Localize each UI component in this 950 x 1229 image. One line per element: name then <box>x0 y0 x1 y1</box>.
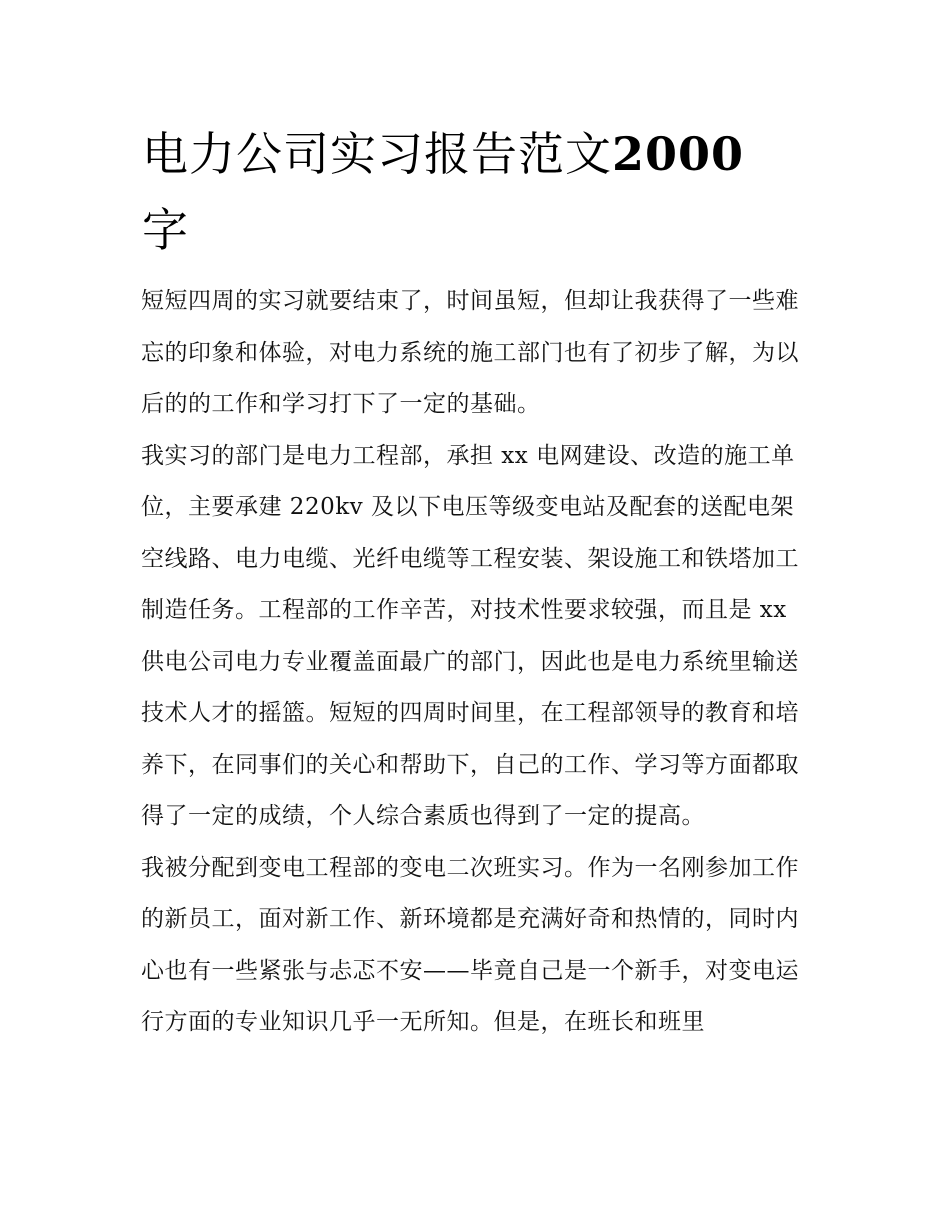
paragraph-1: 短短四周的实习就要结束了，时间虽短，但却让我获得了一些难忘的印象和体验，对电力系统的施工部门也有了初步了解，为以后的的工作和学习打下了一定的基础。 <box>141 288 799 417</box>
paragraph-3: 我被分配到变电工程部的变电二次班实习。作为一名刚参加工作的新员工，面对新工作、新环境都是充满好奇和热情的，同时内心也有一些紧张与忐忑不安——毕竟自己是一个新手，对变电运行方面的专业知识几乎一无所知。但是，在班长和班里 <box>141 854 799 1035</box>
document-title <box>142 116 782 268</box>
title-text: 电力公司实习报告范文 <box>142 127 612 181</box>
paragraph-2: 我实习的部门是电力工程部，承担 xx 电网建设、改造的施工单位，主要承建 220kv 及以下电压等级变电站及配套的送配电架空线路、电力电缆、光纤电缆等工程安装、架设施工和铁塔加工制造任务。工程部的工作辛苦，对技术性要求较强，而且是 xx 供电公司电力专业覆盖面最广的部门，因此也是电力系统里输送技术人才的摇篮。短短的四周时间里，在工程部领导的教育和培养下，在同事们的关心和帮助下，自己的工作、学习等方面都取得了一定的成绩，个人综合素质也得到了一定的提高。 <box>141 442 799 829</box>
title-number: 2000 <box>612 127 745 181</box>
title-suffix: 字 <box>142 203 189 257</box>
document-body <box>141 276 813 1049</box>
